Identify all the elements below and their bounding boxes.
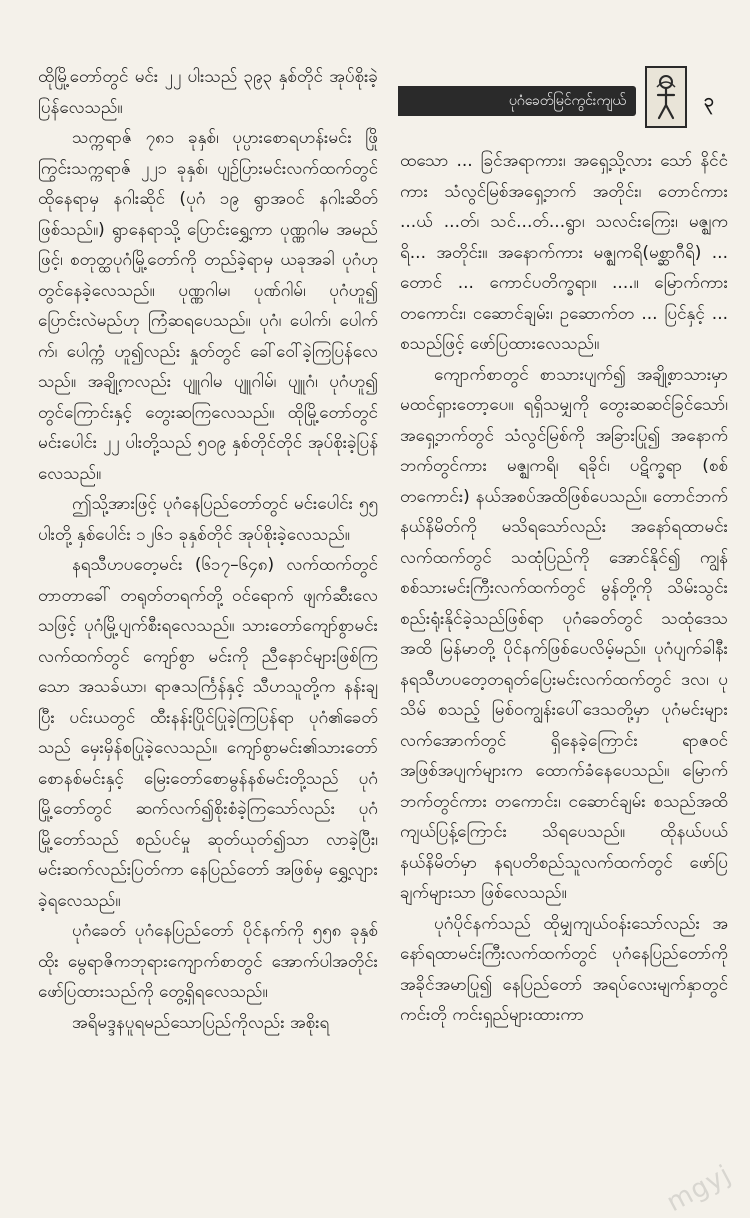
page-number: ၃: [703, 89, 715, 111]
running-header: [398, 86, 714, 116]
paragraph: အရိမဒ္ဒနပူရမည်သောပြည်ကိုလည်း အစိုးရ: [72, 1012, 330, 1033]
paragraph: ကျောက်စာတွင် စာသားပျက်၍ အချို့စာသားမှာ မထင်ရှားတော့ပေ။ ရရှိသမျှကို တွေးဆဆင်ခြင်သော်၊ အရှေ့ဘက်တွင် သံလွင်မြစ်ကို အခြားပြု၍ အနောက်ဘက်တွင်ကား မဇ္ဈကရိ၊ ရခိုင်၊ ပဋိက္ခရာ (စစ်တကောင်း) နယ်အစပ်အထိဖြစ်ပေသည်။ တောင်ဘက်နယ်နိမိတ်ကို မသိရသော်လည်း အနော်ရထာမင်းလက်ထက်တွင် သထုံပြည်ကို အောင်နိုင်၍ ကျွန်စစ်သားမင်းကြီးလက်ထက်တွင် မွန်တို့ကို သိမ်းသွင်းစည်းရုံးနိုင်ခဲ့သည်ဖြစ်ရာ ပုဂံခေတ်တွင် သထုံဒေသအထိ မြန်မာတို့ ပိုင်နက်ဖြစ်ပေလိမ့်မည်။ ပုဂံပျက်ခါနီး နရသီဟပတေ့တရုတ်ပြေးမင်းလက်ထက်တွင် ဒလ၊ ပုသိမ် စသည့် မြစ်ဝကျွန်းပေါ်ဒေသတို့မှာ ပုဂံမင်းများလက်အောက်တွင် ရှိနေခဲ့ကြောင်း ရာဇဝင်အဖြစ်အပျက်များက ထောက်ခံနေပေသည်။ မြောက်ဘက်တွင်ကား တကောင်း၊ ငဆောင်ချမ်း စသည်အထိ ကျယ်ပြန့်ကြောင်း သိရပေသည်။ ထိုနယ်ပယ် နယ်နိမိတ်မှာ နရပတိစည်သူလက်ထက်တွင် ဖော်ပြချက်များသာ ဖြစ်လေသည်။: [400, 364, 728, 903]
paragraph: ထိုမြို့တော်တွင် မင်း ၂၂ ပါးသည် ၃၉၃ နှစ်တိုင် အုပ်စိုးခဲ့ပြန်လေသည်။: [38, 67, 378, 118]
running-title: ပုဂံခေတ်မြင်ကွင်းကျယ်: [508, 92, 626, 109]
paragraph: ထသော ... ခြင်အရာကား၊ အရှေ့သို့လား သော် နိင်ငံကား သံလွင်မြစ်အရှေ့ဘက် အတိုင်း၊ တောင်ကား ...ယ် ...တ်၊ သင်...တ်...ရွာ၊ သလင်းကြေး၊ မဇ္ဈကရိ... အတိုင်း။ အနောက်ကား မဇ္ဈကရိ(မစ္ဆာဂီရိ) ... တောင် ... ကောင်ပတိက္ခရာ။ ....။ မြောက်ကား တကောင်း၊ ငဆောင်ချမ်း၊ ဥဆောက်တ ... ပြင်နှင့် ... စသည်ဖြင့် ဖော်ပြထားလေသည်။: [400, 151, 728, 354]
paragraph: ဤသို့အားဖြင့် ပုဂံနေပြည်တော်တွင် မင်းပေါင်း ၅၅ ပါးတို့ နှစ်ပေါင်း ၁၂၆၁ ခုနှစ်တိုင် အုပ်စိုးခဲ့လေသည်။: [38, 494, 378, 545]
paragraph: နရသီဟပတေ့မင်း (၆၁၇–၆၄၈) လက်ထက်တွင် တာတာခေါ် တရုတ်တရက်တို့ ဝင်ရောက် ဖျက်ဆီးလေသဖြင့် ပုဂံမြို့ပျက်စီးရလေသည်။ သားတော်ကျော်စွာမင်းလက်ထက်တွင် ကျော်စွာ မင်းကို ညီနောင်များဖြစ်ကြသော အသခ်ယာ၊ ရာဇသင်္ကြန်နှင့် သီဟသူတို့က နန်းချပြီး ပင်းယတွင် ထီးနန်းပြိုင်ပြုခဲ့ကြပြန်ရာ ပုဂံ၏ခေတ်သည် မှေးမှိန်စပြုခဲ့လေသည်။ ကျော်စွာမင်း၏သားတော် စောနစ်မင်းနှင့် မြေးတော်စောမွန်နစ်မင်းတို့သည် ပုဂံမြို့တော်တွင် ဆက်လက်၍စိုးစံခဲ့ကြသော်လည်း ပုဂံမြို့တော်သည် စည်ပင်မှု ဆုတ်ယုတ်၍သာ လာခဲ့ပြီး၊ မင်းဆက်လည်းပြတ်ကာ နေပြည်တော် အဖြစ်မှ ရွှေ့လျားခဲ့ရလေသည်။: [38, 555, 378, 911]
paragraph: သက္ကရာဇ် ၇၈၁ ခုနှစ်၊ ပုပ္ပားစောရဟန်းမင်း ဖြို ကြွင်းသက္ကရာဇ် ၂၂၁ ခုနှစ်၊ ပျဉ်ပြားမင်းလက်ထက်တွင် ထိုနေရာမှ နဂါးဆိုင် (ပုဂံ ၁၉ ရွာအဝင် နဂါးဆိတ်ဖြစ်သည်။) ရွာနေရာသို့ ပြောင်းရွှေ့ကာ ပုဏ္ဏဂါမ အမည်ဖြင့်၊ စတုတ္ထပုဂံမြို့တော်ကို တည်ခဲ့ရာမှ ယခုအခါ ပုဂံဟုတွင်နေခဲ့လေသည်။ ပုဏ္ဏဂါမ၊ ပုဏ်ဂါမ်၊ ပုဂံဟူ၍ ပြောင်းလဲမည်ဟု ကြံဆရပေသည်။ ပုဂံ၊ ပေါက်၊ ပေါက်က်၊ ပေါက္ကံ ဟူ၍လည်း နှုတ်တွင် ခေါ်ဝေါ်ခဲ့ကြပြန်လေသည်။ အချို့ကလည်း ပျူဂါမ ပျူဂါမ်၊ ပျူဂံ၊ ပုဂံဟူ၍ တွင်ကြောင်းနှင့် တွေးဆကြလေသည်။ ထိုမြို့တော်တွင် မင်းပေါင်း ၂၂ ပါးတို့သည် ၅၀၉ နှစ်တိုင်တိုင် အုပ်စိုးခဲ့ပြန်လေသည်။: [38, 128, 378, 484]
left-column: [38, 62, 378, 1038]
right-column: [400, 146, 728, 1031]
header-title-bar: [398, 86, 636, 116]
watermark: mgyj: [661, 1159, 736, 1218]
paragraph: ပုဂံခေတ် ပုဂံနေပြည်တော် ပိုင်နက်ကို ၅၅၈ ခုနှစ်ထိုး မွေရာဇိကဘုရားကျောက်စာတွင် အောက်ပါအတိုင်း ဖော်ပြထားသည်ကို တွေ့ရှိရလေသည်။: [38, 921, 378, 1002]
figure-emblem-icon: [645, 66, 687, 128]
paragraph: ပုဂံပိုင်နက်သည် ထိုမျှကျယ်ဝန်းသော်လည်း အနော်ရထာမင်းကြီးလက်ထက်တွင် ပုဂံနေပြည်တော်ကို အခိုင်အမာပြု၍ နေပြည်တော် အရပ်လေးမျက်နှာတွင် ကင်းတို ကင်းရှည်များထားကာ: [400, 913, 728, 1025]
